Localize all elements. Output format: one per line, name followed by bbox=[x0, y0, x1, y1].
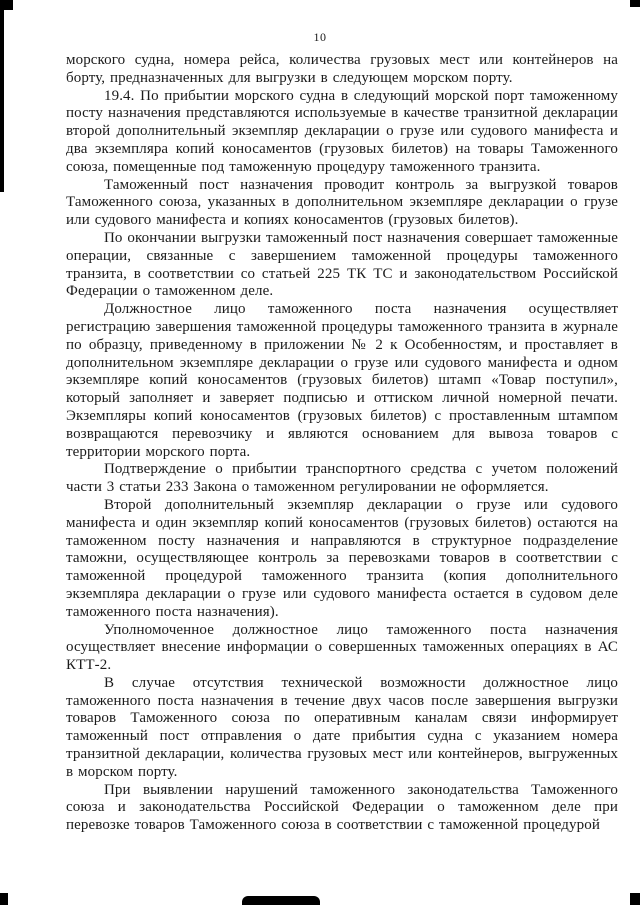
document-body bbox=[66, 52, 618, 835]
paragraph: Второй дополнительный экземпляр декларации о грузе или судового манифеста и один экземпляр копий коносаментов (грузовых билетов) остаются на таможенном посту назначения и направляются в структурное подразделение таможни, осуществляющее контроль за перевозками товаров в соответствии с таможенной процедурой таможенного транзита (копия дополнительного экземпляра декларации о грузе или судового манифеста остается в судовом деле таможенного поста назначения). bbox=[66, 496, 618, 620]
paragraph: морского судна, номера рейса, количества грузовых мест или контейнеров на борту, предназначенных для выгрузки в следующем морском порту. bbox=[66, 52, 618, 86]
scan-mark-top-right bbox=[630, 0, 640, 7]
paragraph: По окончании выгрузки таможенный пост назначения совершает таможенные операции, связанные с завершением таможенной процедуры таможенного транзита, в соответствии со статьей 225 ТК ТС и законодательством Российской Федерации о таможенном деле. bbox=[66, 229, 618, 300]
paragraph: Таможенный пост назначения проводит контроль за выгрузкой товаров Таможенного союза, указанных в дополнительном экземпляре декларации о грузе или судового манифеста и копиях коносаментов (грузовых билетов). bbox=[66, 176, 618, 229]
scan-mark-left-edge bbox=[0, 0, 4, 192]
paragraph: 19.4. По прибытии морского судна в следующий морской порт таможенному посту назначения представляются используемые в качестве транзитной декларации второй дополнительный экземпляр декларации о грузе или судового манифеста и два экземпляра копий коносаментов (грузовых билетов) на товары Таможенного союза, помещенные под таможенную процедуру таможенного транзита. bbox=[66, 87, 618, 175]
scan-mark-bottom-right bbox=[630, 893, 640, 905]
paragraph: Должностное лицо таможенного поста назначения осуществляет регистрацию завершения таможенной процедуры таможенного транзита в журнале по образцу, приведенному в приложении № 2 к Особенностям, и проставляет в дополнительном экземпляре декларации о грузе или судового манифеста и одном экземпляре копий коносаментов (грузовых билетов) штамп «Товар поступил», который заполняет и заверяет подписью и оттиском личной номерной печати. Экземпляры копий коносаментов (грузовых билетов) с проставленным штампом возвращаются перевозчику и являются основанием для вывоза товаров с территории морского порта. bbox=[66, 301, 618, 460]
scan-mark-bottom-left bbox=[0, 893, 8, 905]
paragraph: Подтверждение о прибытии транспортного средства с учетом положений части 3 статьи 233 Закона о таможенном регулировании не оформляется. bbox=[66, 461, 618, 496]
paragraph: В случае отсутствия технической возможности должностное лицо таможенного поста назначения в течение двух часов после завершения выгрузки товаров Таможенного союза по оперативным каналам связи информирует таможенный пост отправления о дате прибытия судна с указанием номера транзитной декларации, количества грузовых мест или контейнеров, выгруженных в морском порту. bbox=[66, 674, 618, 780]
scan-mark-bottom-tab bbox=[242, 896, 320, 905]
page-number: 10 bbox=[313, 30, 327, 44]
paragraph: При выявлении нарушений таможенного законодательства Таможенного союза и законодательства Российской Федерации о таможенном деле при перевозке товаров Таможенного союза в соответствии с таможенной процедурой bbox=[66, 781, 618, 834]
paragraph: Уполномоченное должностное лицо таможенного поста назначения осуществляет внесение информации о совершенных таможенных операциях в АС КТТ-2. bbox=[66, 621, 618, 674]
